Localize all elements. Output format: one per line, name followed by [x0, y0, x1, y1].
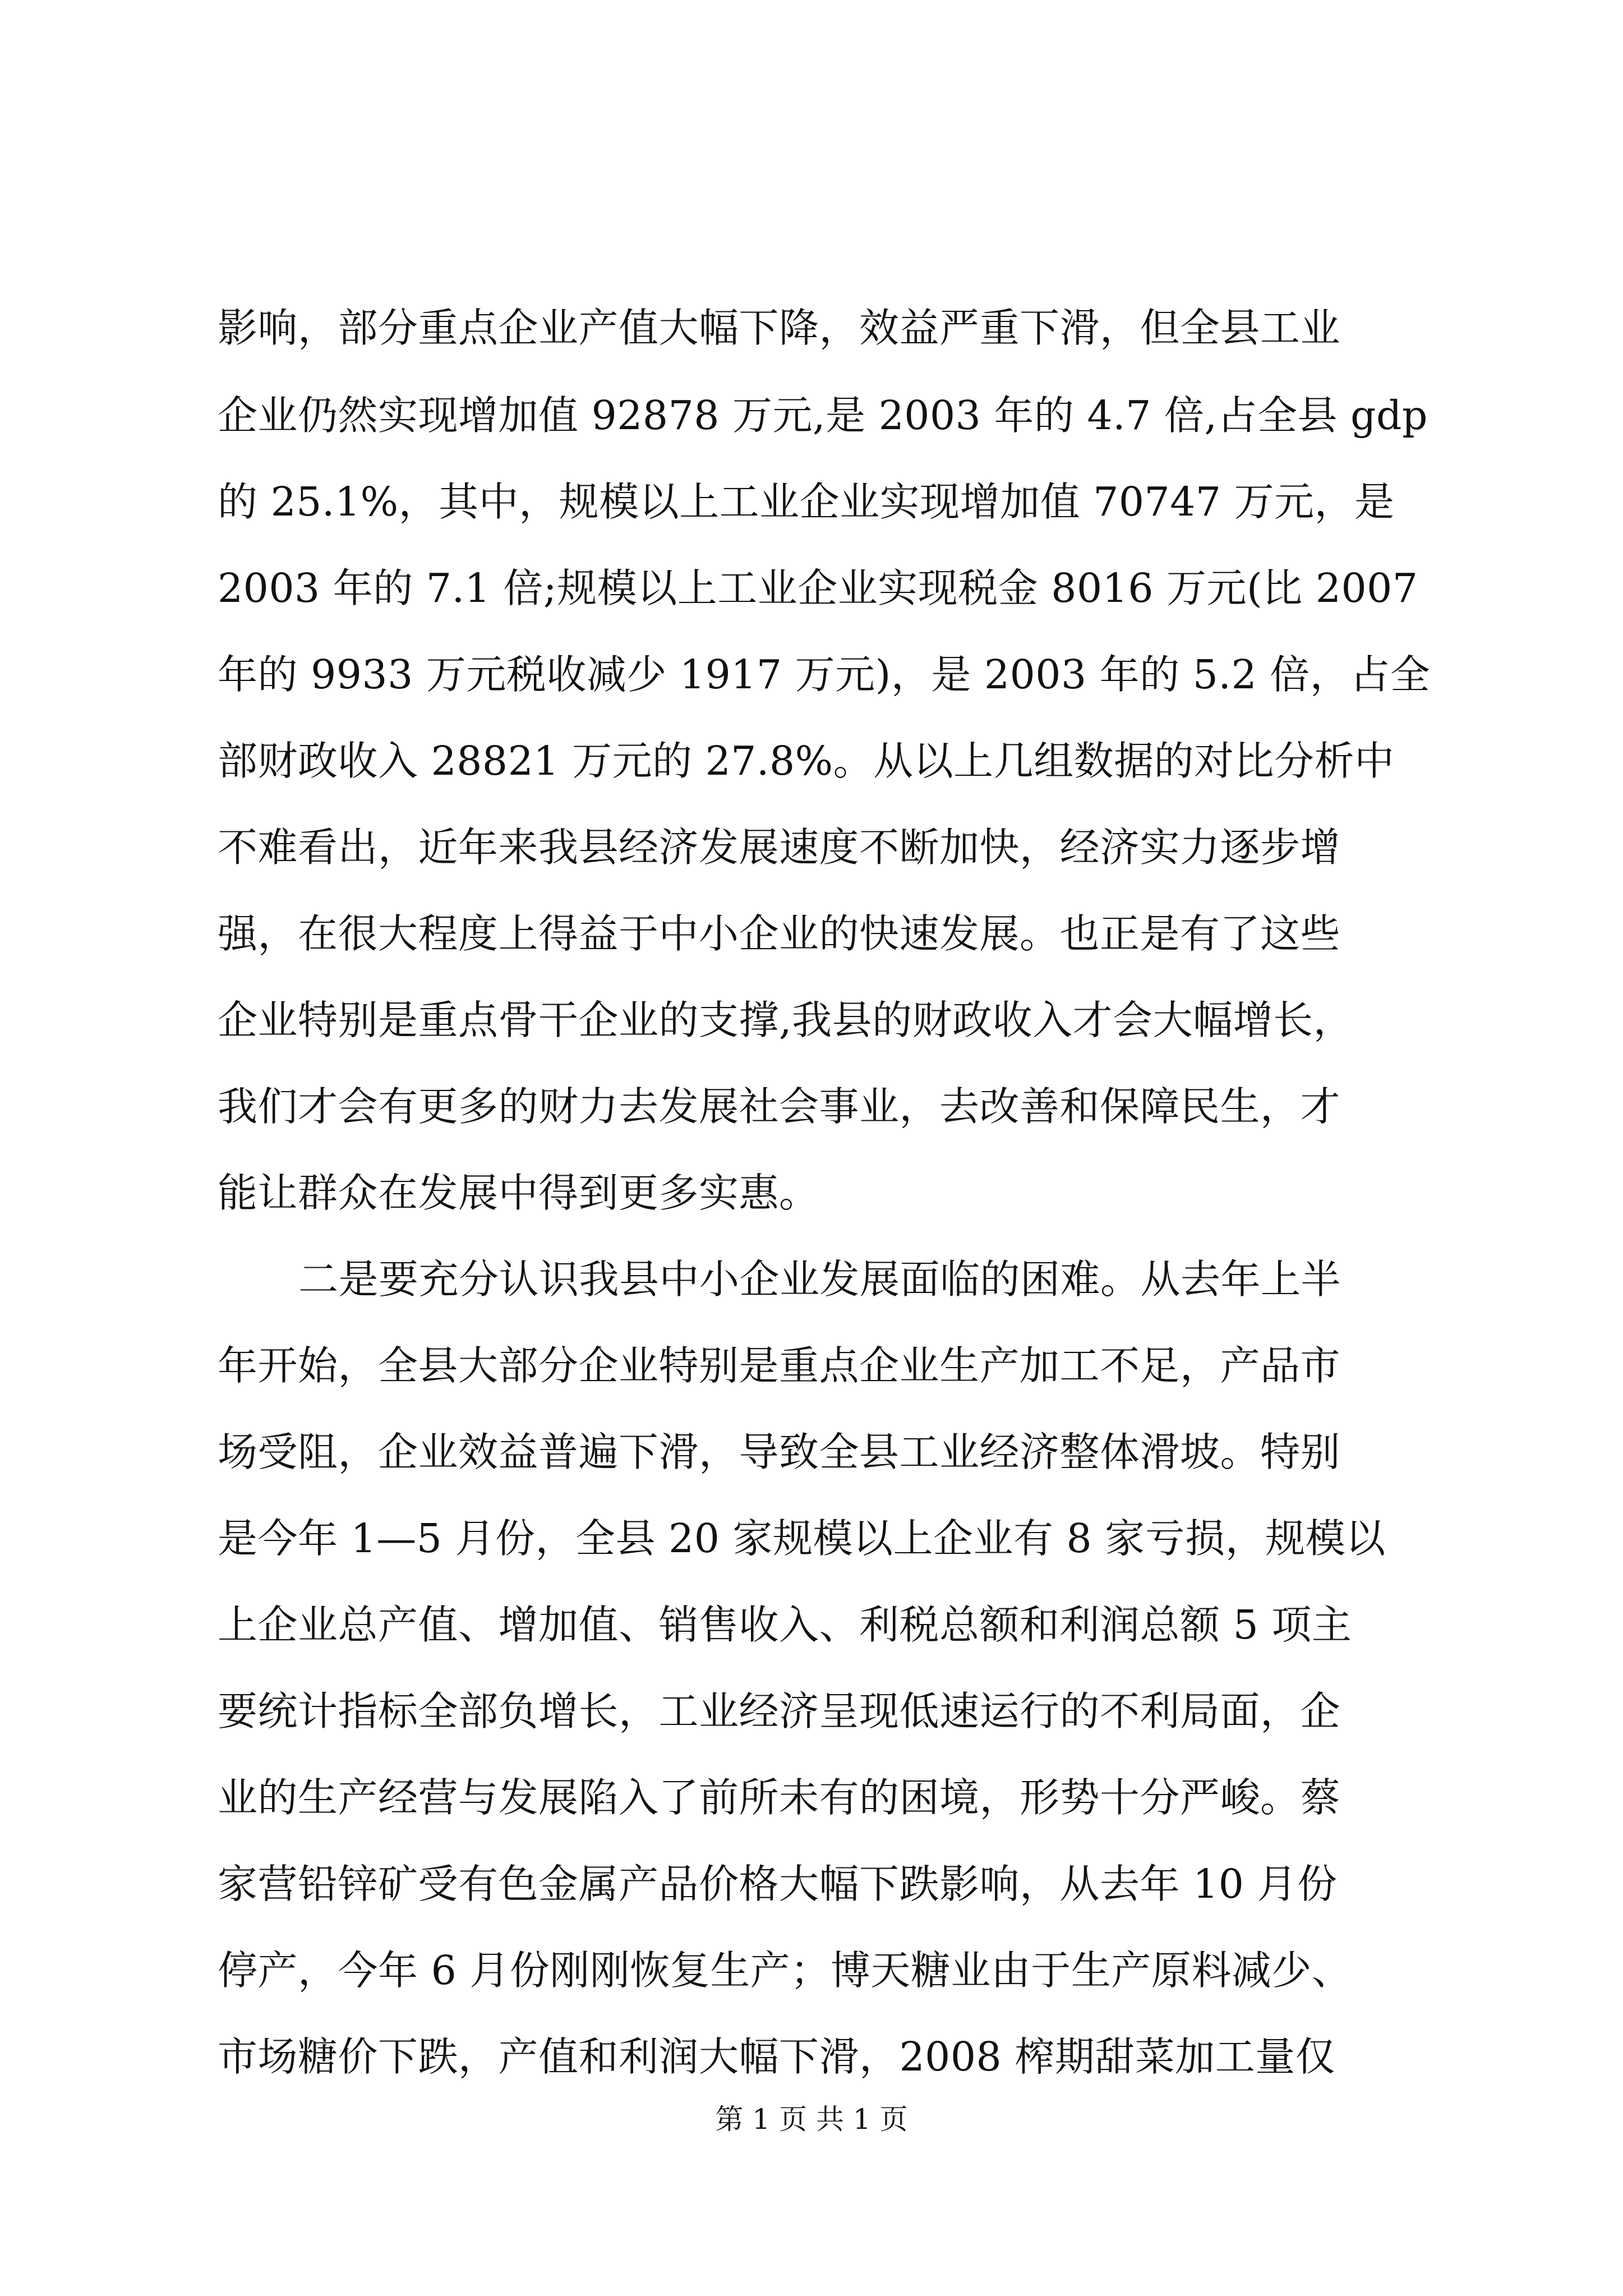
text-line: 年的 9933 万元税收减少 1917 万元)，是 2003 年的 5.2 倍，占全: [218, 651, 1431, 698]
text-line: 企业仍然实现增加值 92878 万元,是 2003 年的 4.7 倍,占全县 gdp: [218, 392, 1428, 439]
text-line: 市场糖价下跌，产值和利润大幅下滑，2008 榨期甜菜加工量仅: [218, 2033, 1336, 2080]
text-line: 是今年 1—5 月份，全县 20 家规模以上企业有 8 家亏损，规模以: [218, 1515, 1386, 1562]
text-line: 业的生产经营与发展陷入了前所未有的困境，形势十分严峻。蔡: [218, 1774, 1341, 1821]
text-line: 上企业总产值、增加值、销售收入、利税总额和利润总额 5 项主: [218, 1602, 1352, 1648]
text-line: 场受阻，企业效益普遍下滑，导致全县工业经济整体滑坡。特别: [218, 1429, 1341, 1475]
text-line: 部财政收入 28821 万元的 27.8%。从以上几组数据的对比分析中: [218, 738, 1395, 784]
text-line: 2003 年的 7.1 倍;规模以上工业企业实现税金 8016 万元(比 2007: [218, 565, 1418, 611]
text-line: 不难看出，近年来我县经济发展速度不断加快，经济实力逐步增: [218, 824, 1341, 871]
text-line: 影响，部分重点企业产值大幅下降，效益严重下滑，但全县工业: [218, 305, 1341, 351]
text-line: 家营铅锌矿受有色金属产品价格大幅下跌影响，从去年 10 月份: [218, 1861, 1338, 1907]
paragraph-first-line: 二是要充分认识我县中小企业发展面临的困难。从去年上半: [298, 1256, 1341, 1303]
text-line: 要统计指标全部负增长，工业经济呈现低速运行的不利局面，企: [218, 1688, 1341, 1734]
text-line: 能让群众在发展中得到更多实惠。: [218, 1170, 819, 1216]
page-number-footer: 第 1 页 共 1 页: [715, 2103, 908, 2136]
text-line: 的 25.1%，其中，规模以上工业企业实现增加值 70747 万元，是: [218, 478, 1395, 525]
text-line: 强，在很大程度上得益于中小企业的快速发展。也正是有了这些: [218, 910, 1341, 957]
text-line: 企业特别是重点骨干企业的支撑,我县的财政收入才会大幅增长，: [218, 997, 1354, 1043]
text-line: 我们才会有更多的财力去发展社会事业，去改善和保障民生，才: [218, 1083, 1341, 1130]
text-line: 停产，今年 6 月份刚刚恢复生产；博天糖业由于生产原料减少、: [218, 1947, 1352, 1994]
text-line: 年开始，全县大部分企业特别是重点企业生产加工不足，产品市: [218, 1342, 1341, 1389]
